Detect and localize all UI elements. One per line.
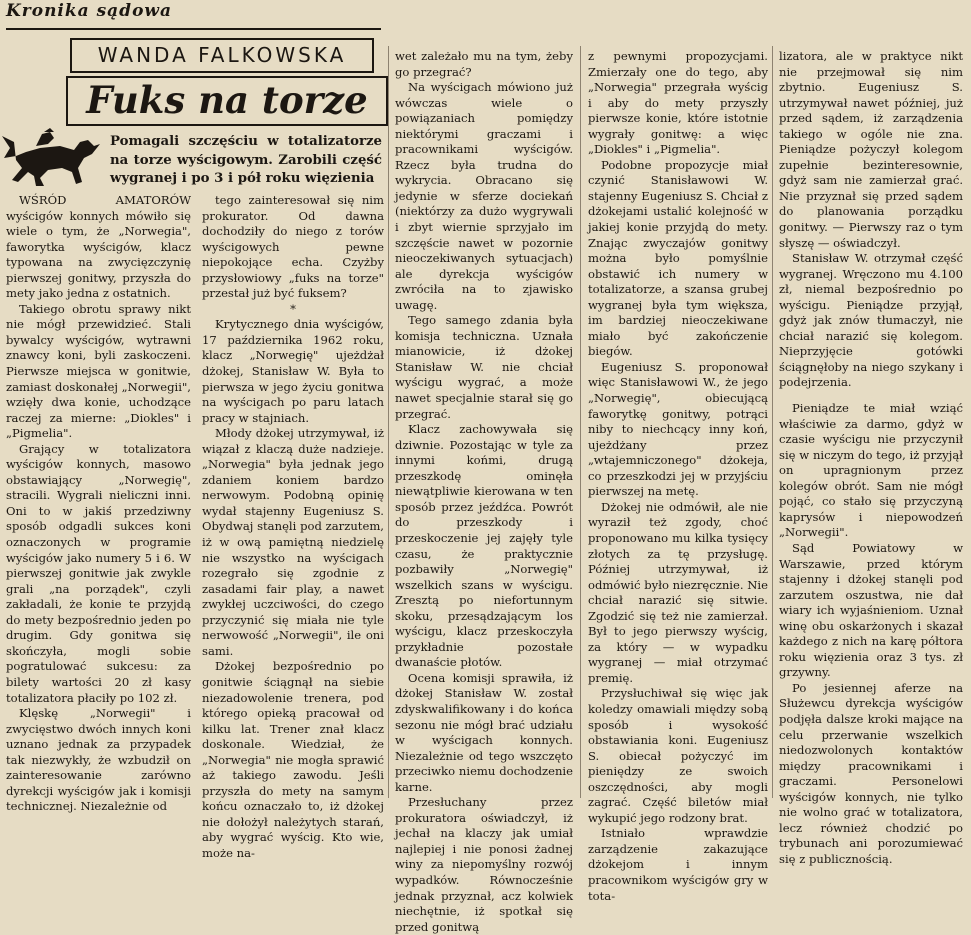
paragraph: Krytycznego dnia wyścigów, 17 października 1962 roku, klacz „Norwegię" ujeżdżał dżokej, Stanisław W. Była to pierwsza w jego życiu gonitwa na wyścigach po paru latach pracy w stajniach. [202, 317, 384, 425]
column-divider [388, 46, 389, 798]
paragraph: Takiego obrotu sprawy nikt nie mógł przewidzieć. Stali bywalcy wyścigów, wytrawni znawcy koni, byli zaskoczeni. Pierwsze miejsca w gonitwie, zamiast doskonałej „Norwegii", wzięły dwa konie, uchodzące raczej za mierne: „Diokles" i „Pigmelia". [6, 301, 191, 441]
column-divider [580, 46, 581, 798]
paragraph: Sąd Powiatowy w Warszawie, przed którym stajenny i dżokej stanęli pod zarzutem oszustwa, nie dał wiary ich wyjaśnieniom. Uznał winę obu oskarżonych i skazał każdego z nich na karę półtora roku więzienia oraz 3 tys. zł grzywny. [779, 540, 963, 680]
paragraph: Ocena komisji sprawiła, iż dżokej Stanisław W. został zdyskwalifikowany i do końca sezonu nie mógł brać udziału w wyścigach konnych. Niezależnie od tego wszczęto przeciwko niemu dochodzenie karne. [395, 670, 573, 794]
headline: Fuks na torze [66, 76, 388, 126]
author-box: WANDA FALKOWSKA [70, 38, 374, 73]
paragraph: Podobne propozycje miał czynić Stanisławowi W. stajenny Eugeniusz S. Chciał z dżokejami ustalić kolejność w jakiej konie przyjdą do mety. Znając zwyczajów gonitwy można było pomyślnie obstawić ich numery w totalizatorze, a szansa grubej wygranej była tym większa, im bardziej nieoczekiwane miało być zakończenie biegów. [588, 157, 768, 359]
paragraph: Klęskę „Norwegii" i zwycięstwo dwóch innych koni uznano jednak za przypadek tak niezwykły, że wzbudził on zainteresowanie zarówno dyrekcji wyścigów jak i komisji technicznej. Niezależnie od [6, 706, 191, 814]
paragraph: Klacz zachowywała się dziwnie. Pozostając w tyle za innymi końmi, drugą przeszkodę ominęła niewątpliwie kierowana w ten sposób przez jeźdźca. Powrót do przeszkody i przeskoczenie jej zajęły tyle czasu, że praktycznie pozbawiły „Norwegię" wszelkich szans w wyścigu. Zresztą po niefortunnym skoku, przesądzającym los wyścigu, klacz przeskoczyła przykładnie pozostałe dwanaście płotów. [395, 422, 573, 670]
paragraph: lizatora, ale w praktyce nikt nie przejmował się nim zbytnio. Eugeniusz S. utrzymywał nawet później, już przed sądem, iż zarządzenia takiego w ogóle nie zna. Pieniądze pożyczył kolegom zupełnie bezinteresownie, gdyż sam nie zamierzał grać. Nie przyznał się przed sądem do planowania porządku gonitwy. — Pierwszy raz o tym słyszę — oświadczył. [779, 49, 963, 250]
paragraph: tego zainteresował się nim prokurator. Od dawna dochodziły do niego z torów wyścigowych pewne niepokojące echa. Czyżby przysłowiowy „fuks na torze" przestał już być fuksem? [202, 193, 384, 301]
paragraph: Tego samego zdania była komisja techniczna. Uznała mianowicie, iż dżokej Stanisław W. nie chciał wyścigu wygrać, a może nawet specjalnie starał się go przegrać. [395, 313, 573, 421]
article-column-2 [202, 193, 384, 862]
paragraph: Stanisław W. otrzymał część wygranej. Wręczono mu 4.100 zł, niemal bezpośrednio po wyścigu. Pieniądze przyjął, gdyż jak znów tłumaczył, nie chciał narazić się kolegom. Nieprzyjęcie gotówki ściągnęłoby na niego szykany i podejrzenia. [779, 251, 963, 390]
paragraph: Na wyścigach mówiono już wówczas wiele o powiązaniach pomiędzy niektórymi graczami i pracownikami wyścigów. Rzecz była trudna do wykrycia. Obracano się jedynie w sferze dociekań (niektórzy za dużo wygrywali i zbyt wiernie sprzyjało im szczęście nawet w pozornie nieoczekiwanych sytuacjach) ale dyrekcja wyścigów zwróciła na to zjawisko uwagę. [395, 80, 573, 312]
article-column-1 [6, 193, 191, 815]
section-rule [6, 28, 381, 30]
paragraph: Młody dżokej utrzymywał, iż wiązał z klaczą duże nadzieje. „Norwegia" była jednak jego zdaniem koniem bardzo nerwowym. Podobną opinię wydał stajenny Eugeniusz S. Obydwaj stanęli pod zarzutem, iż w ową pamiętną niedzielę nie wszystko na wyścigach rozegrało się zgodnie z zasadami fair play, a nawet zwykłej uczciwości, do czego przyczynić się miała nie tyle nerwowość „Norwegii", ile oni sami. [202, 426, 384, 658]
article-column-4 [588, 49, 768, 904]
column-divider [772, 46, 773, 798]
section-label: Kronika sądowa [6, 1, 173, 21]
paragraph: wet zależało mu na tym, żeby go przegrać? [395, 49, 573, 79]
paragraph: Przesłuchany przez prokuratora oświadczył, iż jechał na klaczy jak umiał najlepiej i nie ponosi żadnej winy za niepomyślny rozwój wypadków. Równocześnie jednak przyznał, acz kolwiek niechętnie, iż spotkał się przed gonitwą [395, 795, 573, 934]
paragraph: Eugeniusz S. proponował więc Stanisławowi W., że jego „Norwegię", obiecującą faworytkę gonitwy, potrąci niby to niechcący inny koń, ujeżdżany przez „wtajemniczonego" dżokeja, co przeszkodzi jej w przyjściu pierwszej na metę. [588, 359, 768, 499]
paragraph: Po jesiennej aferze na Służewcu dyrekcja wyścigów podjęła dalsze kroki mające na celu przerwanie wszelkich niedozwolonych kontaktów między pracownikami i graczami. Personelowi wyścigów konnych, nie tylko nie wolno grać w totalizatora, lecz również chodzić po trybunach ani porozumiewać się z publicznością. [779, 680, 963, 866]
section-break-star: * [290, 301, 296, 316]
paragraph: Dżokej bezpośrednio po gonitwie ściągnął na siebie niezadowolenie trenera, pod którego opieką pracował od kilku lat. Trener znał klacz doskonale. Wiedział, że „Norwegia" nie mogła sprawić aż takiego zawodu. Jeśli przyszła do mety na samym końcu oznaczało to, iż dżokej nie dołożył należytych starań, aby wygrać wyścig. Kto wie, może na- [202, 659, 384, 860]
paragraph: Istniało wprawdzie zarządzenie zakazujące dżokejom i innym pracownikom wyścigów gry w tota- [588, 826, 768, 903]
racehorse-jockey-icon [0, 128, 104, 190]
article-column-3 [395, 49, 573, 935]
paragraph: z pewnymi propozycjami. Zmierzały one do tego, aby „Norwegia" przegrała wyścig i aby do mety przyszły pierwsze konie, które istotnie wygrały gonitwę: a więc „Diokles" i „Pigmelia". [588, 49, 768, 157]
paragraph: Dżokej nie odmówił, ale nie wyraził też zgody, choć proponowano mu kilka tysięcy złotych za tę przysługę. Później utrzymywał, iż odmówić było niezręcznie. Nie chciał narazić się sitwie. Zgodzić się też nie zamierzał. Był to jego pierwszy wyścig, za który — w wypadku wygranej — miał otrzymać premię. [588, 499, 768, 685]
article-column-5 [779, 49, 963, 867]
paragraph: Przysłuchiwał się więc jak koledzy omawiali między sobą sposób i wysokość obstawiania koni. Eugeniusz S. obiecał pożyczyć im pieniędzy ze swoich oszczędności, aby mogli zagrać. Część biletów miał wykupić jego rodzony brat. [588, 686, 768, 825]
subtitle: Pomagali szczęściu w totalizatorze na torze wyścigowym. Zarobili część wygranej i po 3 i pół roku więzienia [110, 134, 382, 186]
paragraph: Grający w totalizatora wyścigów konnych, masowo obstawiający „Norwegię", stracili. Wygrali nieliczni inni. Oni to w jakiś przedziwny sposób odgadli sukces koni oznaczonych w programie wyścigów jako numery 5 i 6. W pierwszej gonitwie jak zwykle grali „na porządek", czyli zakładali, że konie te przyjdą do mety bezpośrednio jeden po drugim. Gdy gonitwa się skończyła, mogli sobie pogratulować sukcesu: za bilety wartości 20 zł kasy totalizatora płaciły po 102 zł. [6, 441, 191, 705]
paragraph: Pieniądze te miał wziąć właściwie za darmo, gdyż w czasie wyścigu nie przyczynił się w niczym do tego, iż przyjął on upragnionym przez kolegów obrót. Sam nie mógł pojąć, co stało się przyczyną kaprysów i niepowodzeń „Norwegii". [779, 401, 963, 540]
paragraph: WŚRÓD AMATORÓW wyścigów konnych mówiło się wiele o tym, że „Norwegia", faworytka wyścigów, klacz typowana na zwycięzczynię pierwszej gonitwy, przyszła do mety jako jedna z ostatnich. [6, 193, 191, 301]
